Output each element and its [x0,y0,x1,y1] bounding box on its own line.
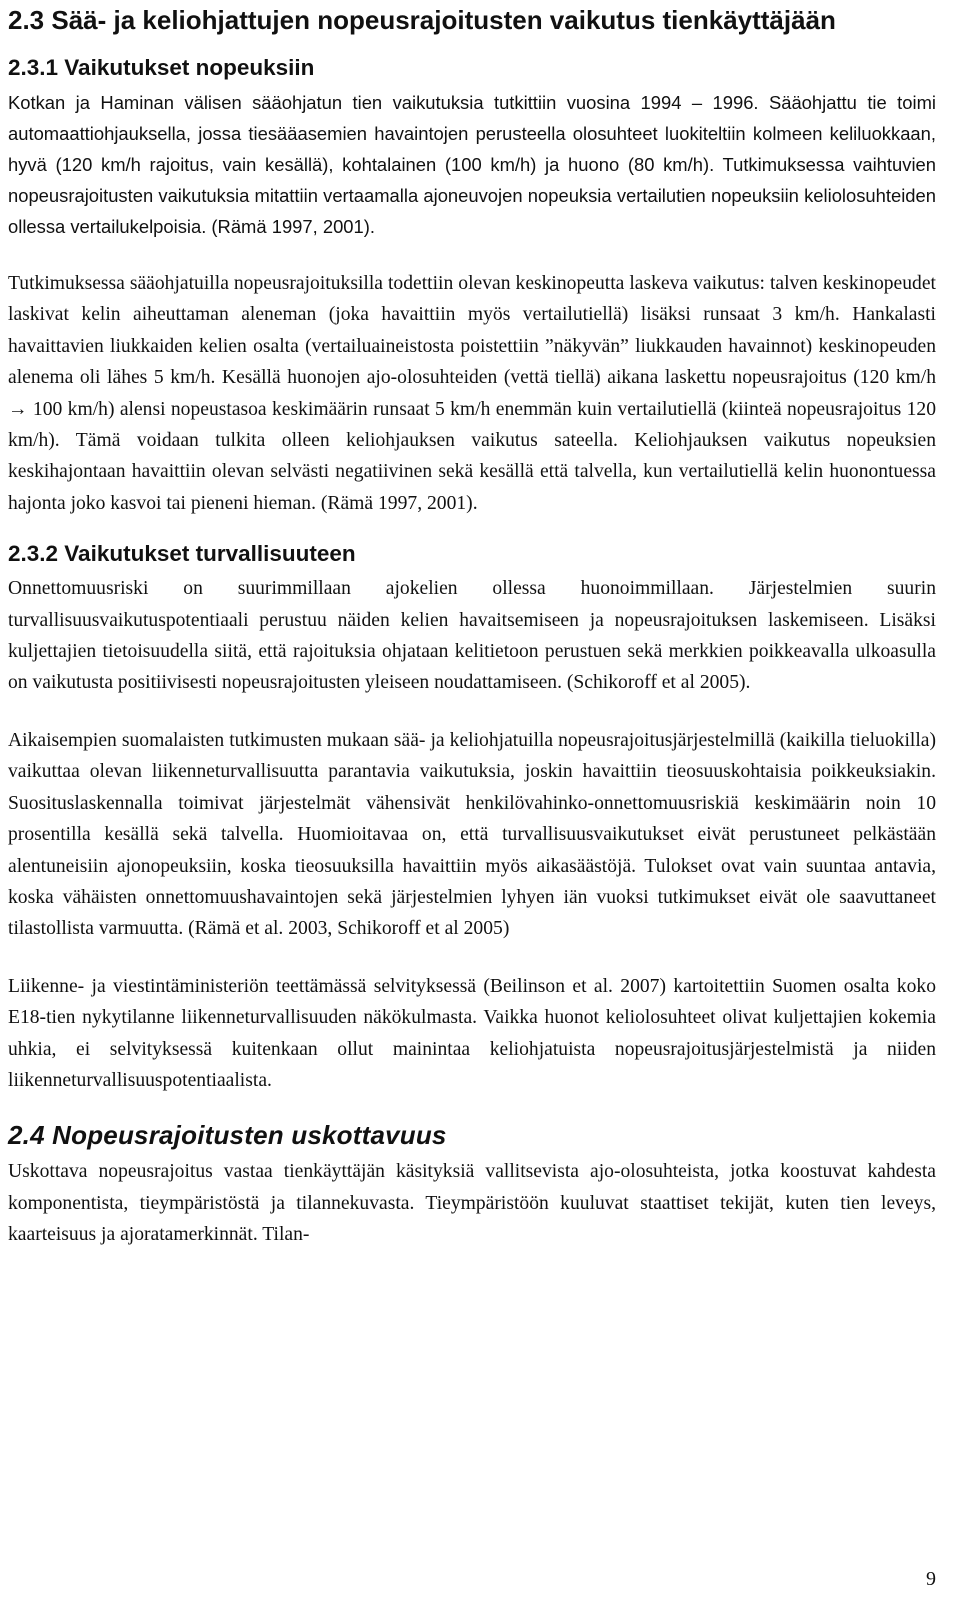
page-number: 9 [926,1568,936,1590]
section-heading-2-4: 2.4 Nopeusrajoitusten uskottavuus [8,1120,447,1151]
subsection-heading-2-3-2: 2.3.2 Vaikutukset turvallisuuteen [8,541,356,567]
paragraph-turvallisuus-2: Aikaisempien suomalaisten tutkimusten mukaan sää- ja keliohjatuilla nopeusrajoitusjärjestelmillä (kaikilla tieluokilla) vaikuttaa olevan liikenneturvallisuutta parantavia vaikutuksia, joskin havaittiin tieosuuskohtaisia poikkeuksiakin. Suosituslaskennalla toimivat järjestelmät vähensivät henkilövahinko-onnettomuusriskiä keskimäärin noin 10 prosentilla kesällä sekä talvella. Huomioitavaa on, että turvallisuusvaikutukset eivät perustuneet pelkästään alentuneisiin ajonopeuksiin, koska tieosuuksilla havaittiin myös aikasäästöjä. Tulokset ovat vain suuntaa antavia, koska vähäisten onnettomuushavaintojen sekä järjestelmien lyhyen iän vuoksi tutkimukset eivät ole saavuttaneet tilastollista varmuutta. (Rämä et al. 2003, Schikoroff et al 2005) [8,729,936,940]
paragraph-nopeudet-2: Tutkimuksessa sääohjatuilla nopeusrajoituksilla todettiin olevan keskinopeutta laskeva vaikutus: talven keskinopeudet laskivat kelin aiheuttaman aleneman (joka havaittiin myös vertailutiellä) lisäksi runsaat 3 km/h. Hankalasti havaittavien liukkaiden kelien osalta (vertailuaineistosta poistettiin ”näkyvän” liukkauden havainnot) keskinopeuden alenema oli lähes 5 km/h. Kesällä huonojen ajo-olosuhteiden (vettä tiellä) aikana laskettu nopeusrajoitus (120 km/h → 100 km/h) alensi nopeustasoa keskimäärin runsaat 5 km/h enemmän kuin vertailutiellä (kiinteä nopeusrajoitus 120 km/h). Tämä voidaan tulkita olleen keliohjauksen vaikutus sateella. Keliohjauksen vaikutus nopeuksien keskihajontaan havaittiin olevan selvästi negatiivinen sekä kesällä että talvella, kun vertailutiellä kelin huonontuessa hajonta joko kasvoi tai pieneni hieman. (Rämä 1997, 2001). [8,273,936,514]
paragraph-nopeudet-1: Kotkan ja Haminan välisen sääohjatun tien vaikutuksia tutkittiin vuosina 1994 – 1996. Sääohjattu tie toimi automaattiohjauksella, jossa tiesääasemien havaintojen perusteella olosuhteet luokiteltiin kolmeen keliluokkaan, hyvä (120 km/h rajoitus, vain kesällä), kohtalainen (100 km/h) ja huono (80 km/h). Tutkimuksessa vaihtuvien nopeusrajoitusten vaikutuksia mitattiin vertaamalla ajoneuvojen nopeuksia vertailutien nopeuksiin keliolosuhteiden ollessa vertailukelpoisia. (Rämä 1997, 2001). [8,92,936,237]
subsection-heading-2-3-1: 2.3.1 Vaikutukset nopeuksiin [8,55,315,80]
paragraph-turvallisuus-3: Liikenne- ja viestintäministeriön teettämässä selvityksessä (Beilinson et al. 2007) kartoitettiin Suomen osalta koko E18-tien nykytilanne liikenneturvallisuuden näkökulmasta. Vaikka huonot keliolosuhteet olivat kuljettajien kokemia uhkia, ei selvityksessä kuitenkaan ollut mainintaa keliohjatuista nopeusrajoitusjärjestelmistä ja niiden liikenneturvallisuuspotentiaalista. [8,975,936,1091]
paragraph-uskottavuus-1: Uskottava nopeusrajoitus vastaa tienkäyttäjän käsityksiä vallitsevista ajo-olosuhteista, jotka koostuvat kahdesta komponentista, tieympäristöstä ja tilannekuvasta. Tieympäristöön kuuluvat staattiset tekijät, kuten tien leveys, kaarteisuus ja ajoratamerkinnät. Tilan- [8,1161,936,1246]
section-heading-2-3: 2.3 Sää- ja keliohjattujen nopeusrajoitusten vaikutus tienkäyttäjään [8,5,836,35]
document-page [8,0,936,1251]
paragraph-turvallisuus-1: Onnettomuusriski on suurimmillaan ajokelien ollessa huonoimmillaan. Järjestelmien suurin turvallisuusvaikutuspotentiaali perustuu näiden kelien havaitsemiseen ja nopeusrajoituksen laskemiseen. Lisäksi kuljettajien tietoisuudella siitä, että rajoituksia ohjataan kelitietoon perustuen sekä merkkien poikkeavalla ulkoasulla on vaikutusta positiivisesti nopeusrajoitusten yleiseen noudattamiseen. (Schikoroff et al 2005). [8,578,936,694]
